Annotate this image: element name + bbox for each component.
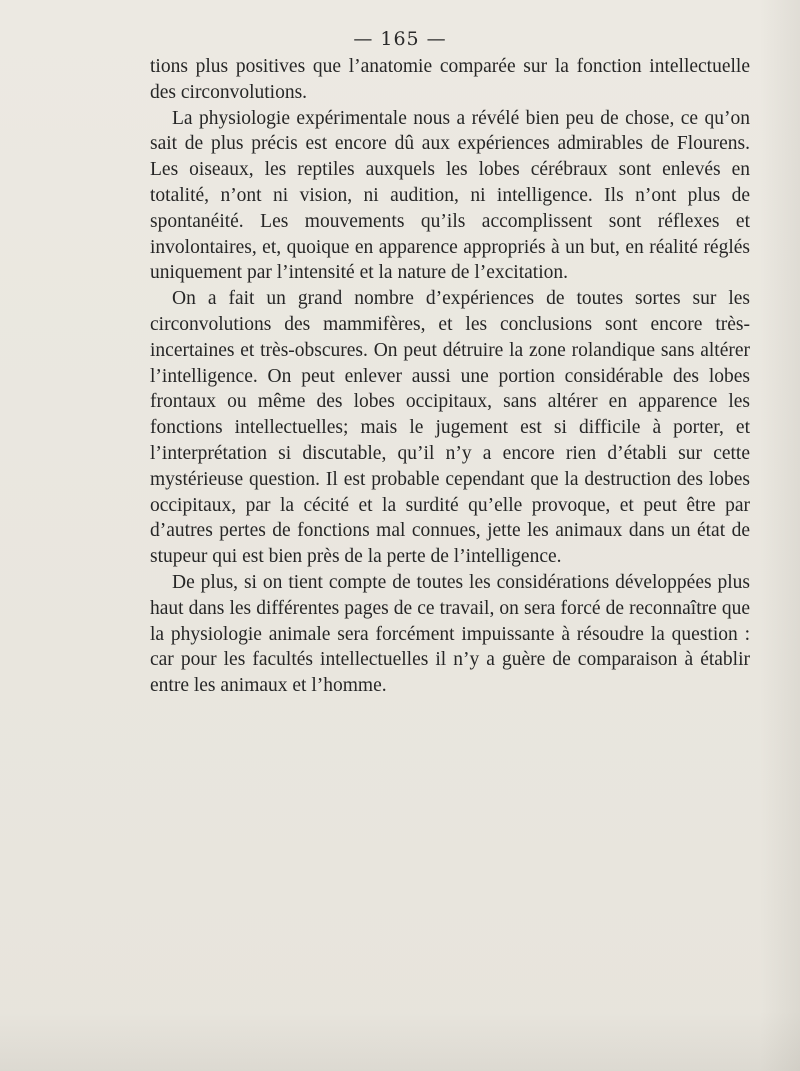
paragraph-experiences: On a fait un grand nombre d’expériences de toutes sortes sur les circonvolutions des mammifères, et les conclusions sont encore très-incertaines et très-obscures. On peut détruire la zone rolandique sans altérer l’intelligence. On peut enlever aussi une portion considérable des lobes frontaux ou même des lobes occipitaux, sans altérer en apparence les fonctions intellectuelles; mais le jugement est si difficile à porter, et l’interprétation si discutable, qu’il n’y a encore rien d’établi sur cette mystérieuse question. Il est probable cependant que la destruction des lobes occipitaux, par la cécité et la surdité qu’elle provoque, et peut être par d’autres pertes de fonctions mal connues, jette les animaux dans un état de stupeur qui est bien près de la perte de l’intelligence. [150,288,750,568]
paragraph-physiologie: La physiologie expérimentale nous a révélé bien peu de chose, ce qu’on sait de plus précis est encore dû aux expériences admirables de Flourens. Les oiseaux, les reptiles auxquels les lobes cérébraux sont enlevés en totalité, n’ont ni vision, ni audition, ni intelligence. Ils n’ont plus de spontanéité. Les mouvements qu’ils accomplissent sont réflexes et involontaires, et, quoique en apparence appropriés à un but, en réalité réglés uniquement par l’intensité et la nature de l’excitation. [150,107,750,284]
paragraph-conclusion: De plus, si on tient compte de toutes les considérations développées plus haut dans les différentes pages de ce travail, on sera forcé de reconnaître que la physiologie animale sera forcément impuissante à résoudre la question : car pour les facultés intellectuelles il n’y a guère de comparaison à établir entre les animaux et l’homme. [150,571,750,697]
page-number: — 165 — [353,28,447,50]
body-text [150,54,750,699]
page-bottom-shadow [0,1011,800,1071]
paragraph-continued: tions plus positives que l’anatomie comparée sur la fonction intellectuelle des circonvolutions. [150,56,750,103]
page-edge-shadow [760,0,800,1071]
